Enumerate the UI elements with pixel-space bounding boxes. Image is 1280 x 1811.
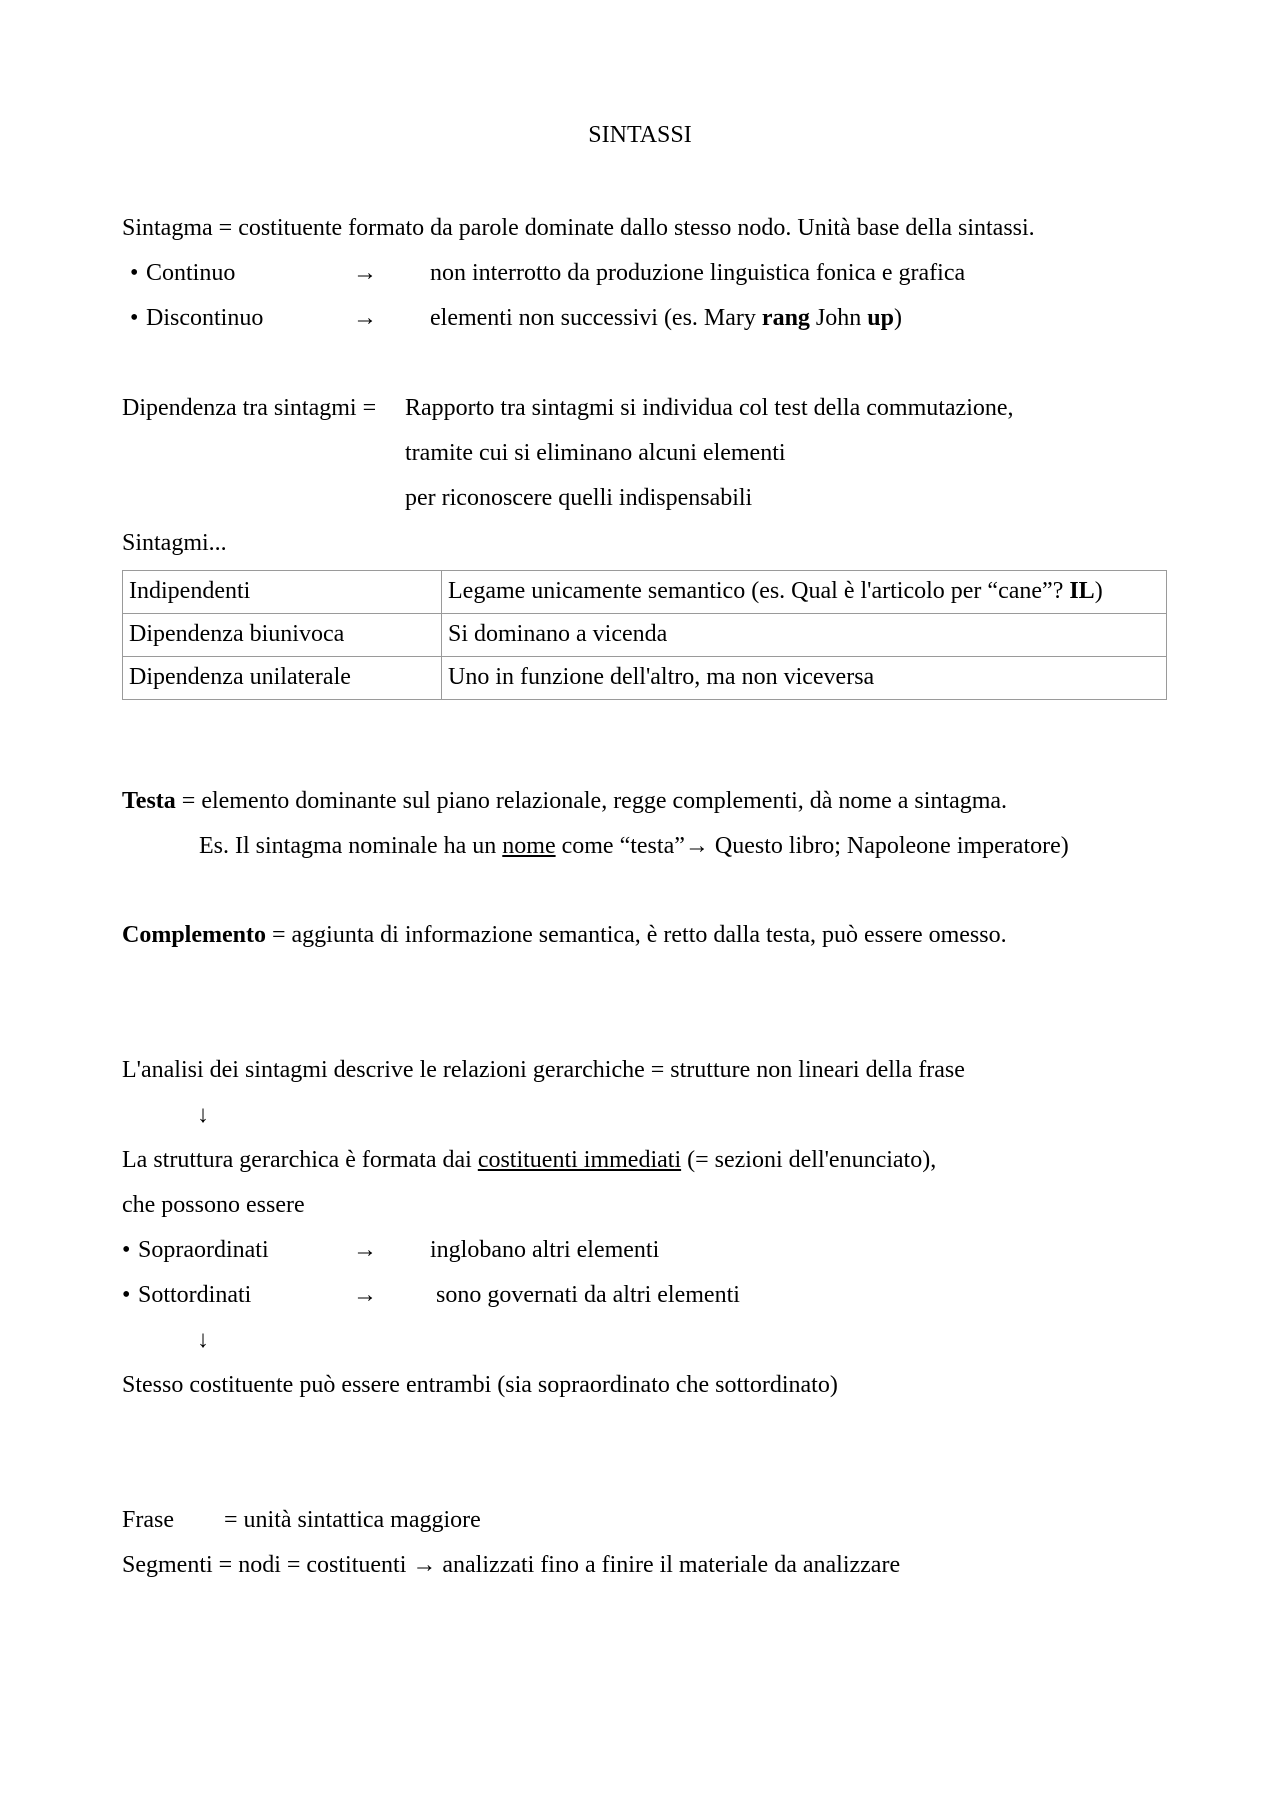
list-item-desc bbox=[430, 305, 902, 333]
complemento-def-text: = aggiunta di informazione semantica, è retto dalla testa, può essere omesso. bbox=[265, 922, 1007, 948]
desc-text: ) bbox=[893, 305, 902, 331]
desc-text: elementi non successivi (es. Mary bbox=[430, 305, 762, 331]
frase-definition: = unità sintattica maggiore bbox=[224, 1507, 481, 1533]
sintagma-term: Sintagma bbox=[122, 215, 213, 241]
dipendenza-line: per riconoscere quelli indispensabili bbox=[405, 485, 753, 511]
bold-word: up bbox=[867, 305, 894, 331]
underlined-word: nome bbox=[502, 833, 556, 859]
list-item-bullet: • bbox=[130, 260, 139, 286]
desc-text: ) bbox=[1094, 577, 1103, 604]
frase-label: Frase bbox=[122, 1507, 174, 1533]
arrow-right-icon: → bbox=[353, 260, 377, 286]
list-item-bullet: • bbox=[130, 305, 139, 331]
page-title: SINTASSI bbox=[588, 122, 692, 148]
list-item-bullet: • bbox=[122, 1237, 131, 1263]
list-item-desc: non interrotto da produzione linguistica fonica e grafica bbox=[430, 260, 966, 286]
down-arrow-icon: ↓ bbox=[197, 1327, 209, 1353]
table-cell-type: Indipendenti bbox=[123, 571, 442, 614]
analisi-line bbox=[122, 1147, 936, 1175]
list-item-label: Sopraordinati bbox=[138, 1237, 269, 1263]
analisi-line: L'analisi dei sintagmi descrive le relazioni gerarchiche = strutture non lineari della frase bbox=[122, 1057, 965, 1083]
list-item-bullet: • bbox=[122, 1282, 131, 1308]
table-cell-type: Dipendenza unilaterale bbox=[123, 657, 442, 700]
testa-example bbox=[199, 833, 1069, 861]
sintagmi-label: Sintagmi... bbox=[122, 530, 227, 556]
dipendenza-label: Dipendenza tra sintagmi = bbox=[122, 395, 377, 421]
arrow-right-icon: → bbox=[353, 1282, 377, 1308]
underlined-term: costituenti immediati bbox=[477, 1147, 682, 1173]
analisi-line: Stesso costituente può essere entrambi (sia sopraordinato che sottordinato) bbox=[122, 1372, 838, 1398]
arrow-right-icon: → bbox=[353, 1237, 377, 1263]
bold-word: rang bbox=[761, 305, 810, 331]
list-item-desc: inglobano altri elementi bbox=[430, 1237, 660, 1263]
table-cell-desc: Si dominano a vicenda bbox=[442, 614, 1167, 657]
example-text: Es. Il sintagma nominale ha un bbox=[199, 833, 503, 859]
dipendenza-line: tramite cui si eliminano alcuni elementi bbox=[405, 440, 786, 466]
analisi-text: (= sezioni dell'enunciato), bbox=[681, 1147, 937, 1173]
sintagma-definition bbox=[122, 215, 1035, 243]
table-cell-desc bbox=[442, 571, 1167, 614]
analisi-line: che possono essere bbox=[122, 1192, 305, 1218]
sintagmi-table bbox=[122, 570, 1167, 700]
complemento-definition bbox=[122, 922, 1007, 950]
example-text: come “testa”→ Questo libro; Napoleone imperatore) bbox=[555, 833, 1069, 859]
table-cell-type: Dipendenza biunivoca bbox=[123, 614, 442, 657]
segmenti-line: Segmenti = nodi = costituenti → analizzati fino a finire il materiale da analizzare bbox=[122, 1552, 901, 1578]
testa-term: Testa bbox=[122, 788, 176, 814]
bold-word: IL bbox=[1069, 577, 1095, 604]
arrow-right-icon: → bbox=[353, 305, 377, 331]
list-item-desc: sono governati da altri elementi bbox=[436, 1282, 740, 1308]
analisi-text: La struttura gerarchica è formata dai bbox=[122, 1147, 478, 1173]
table-row bbox=[123, 657, 1167, 700]
dipendenza-line: Rapporto tra sintagmi si individua col test della commutazione, bbox=[405, 395, 1014, 421]
down-arrow-icon: ↓ bbox=[197, 1102, 209, 1128]
sintagma-def-text: = costituente formato da parole dominate dallo stesso nodo. Unità base della sintassi. bbox=[212, 215, 1035, 241]
testa-definition bbox=[122, 788, 1007, 816]
table-row bbox=[123, 614, 1167, 657]
table-row bbox=[123, 571, 1167, 614]
desc-text: Legame unicamente semantico (es. Qual è l'articolo per “cane”? bbox=[448, 577, 1070, 604]
list-item-label: Sottordinati bbox=[138, 1282, 252, 1308]
list-item-label: Discontinuo bbox=[146, 305, 264, 331]
desc-text: John bbox=[809, 305, 868, 331]
table-cell-desc: Uno in funzione dell'altro, ma non viceversa bbox=[442, 657, 1167, 700]
complemento-term: Complemento bbox=[122, 922, 266, 948]
testa-def-text: = elemento dominante sul piano relazionale, regge complementi, dà nome a sintagma. bbox=[175, 788, 1008, 814]
list-item-label: Continuo bbox=[146, 260, 236, 286]
